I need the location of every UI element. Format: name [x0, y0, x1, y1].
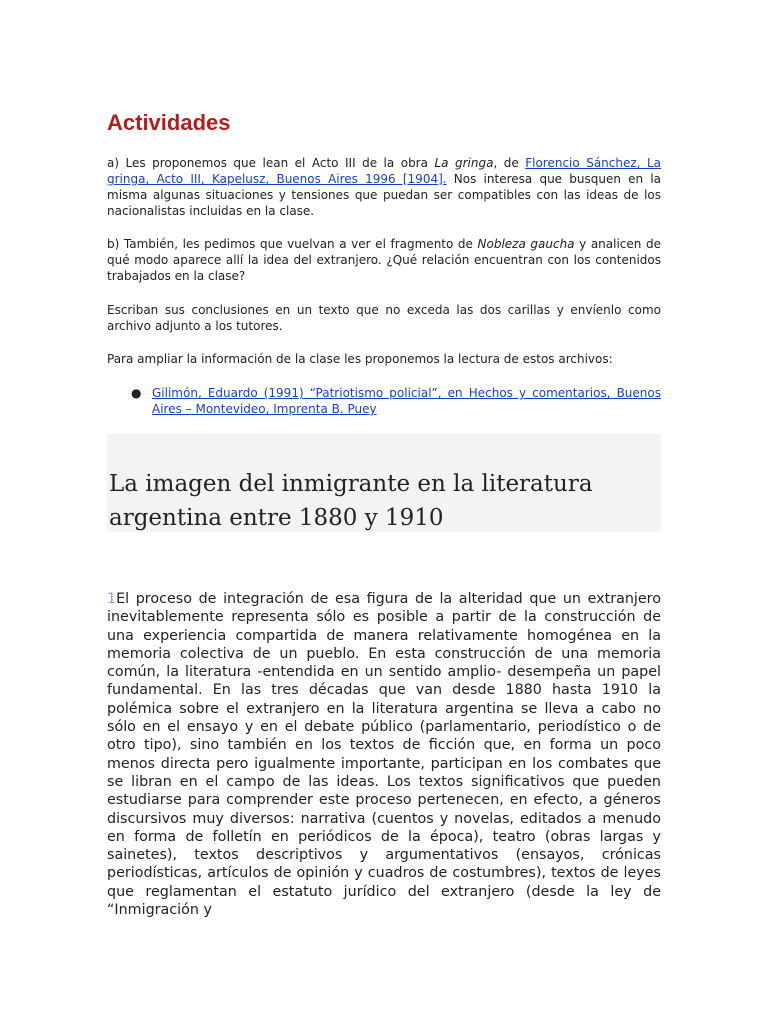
activities-heading: Actividades	[107, 110, 231, 135]
work-title-la-gringa: La gringa	[434, 156, 494, 170]
footnote-marker[interactable]: 1	[107, 591, 117, 607]
article-title: La imagen del inmigrante en la literatura argentina entre 1880 y 1910	[109, 471, 593, 531]
activity-a-suffix: Nos interesa que busquen en la misma algunas situaciones y tensiones que puedan ser compatibles con las ideas de los nacionalistas incluidas en la clase.	[107, 172, 662, 218]
conclusions-paragraph: Escriban sus conclusiones en un texto que no exceda las dos carillas y envíenlo como archivo adjunto a los tutores.	[107, 303, 661, 333]
activity-a-paragraph	[107, 155, 661, 219]
activity-b-suffix: y analicen de qué modo aparece allí la idea del extranjero. ¿Qué relación encuentran con los contenidos trabajados en la clase?	[107, 237, 661, 283]
article-title-banner	[107, 434, 661, 532]
article-body-text: El proceso de integración de esa figura de la alteridad que un extranjero inevitablemente representa sólo es posible a partir de la construcción de una experiencia compartida de manera relativamente homogénea en la memoria colectiva de un pueblo. En esta construcción de una memoria común, la literatura -entendida en un sentido amplio- desempeña un papel fundamental. En las tres décadas que van desde 1880 hasta 1910 la polémica sobre el extranjero en la literatura argentina se lleva a cabo no sólo en el ensayo y en el debate público (parlamentario, periodístico o de otro tipo), sino también en los textos de ficción que, en forma un poco menos directa pero igualmente importante, participan en los combates que se libran en el campo de las ideas. Los textos significativos que pueden estudiarse para comprender este proceso pertenecen, en efecto, a géneros discursivos muy diversos: narrativa (cuentos y novelas, editados a menudo en forma de folletín en periódicos de la época), teatro (obras largas y sainetes), textos descriptivos y argumentativos (ensayos, crónicas periodísticas, artículos de opinión y cuadros de costumbres), textos de leyes que reglamentan el estatuto jurídico del extranjero (desde la ley de “Inmigración y	[107, 591, 661, 919]
activity-a-prefix: a) Les proponemos que lean el Acto III de la obra	[107, 156, 435, 170]
activity-a-middle: , de	[493, 156, 526, 170]
list-item	[107, 385, 661, 417]
reading-list	[107, 385, 661, 417]
link-florencio-sanchez[interactable]: Florencio Sánchez, La gringa, Acto III, Kapelusz, Buenos Aires 1996 [1904].	[107, 156, 661, 186]
link-gilimon-patriotismo[interactable]: Gilimón, Eduardo (1991) “Patriotismo policial”, en Hechos y comentarios, Buenos Aires – Montevideo, Imprenta B. Puey	[152, 386, 661, 416]
activity-b-prefix: b) También, les pedimos que vuelvan a ver el fragmento de	[107, 237, 478, 251]
film-title-nobleza-gaucha: Nobleza gaucha	[477, 237, 575, 251]
further-reading-paragraph: Para ampliar la información de la clase les proponemos la lectura de estos archivos:	[107, 352, 613, 366]
activity-b-paragraph	[107, 236, 661, 284]
bullet-icon: ●	[131, 386, 142, 400]
article-body-paragraph	[107, 590, 661, 919]
